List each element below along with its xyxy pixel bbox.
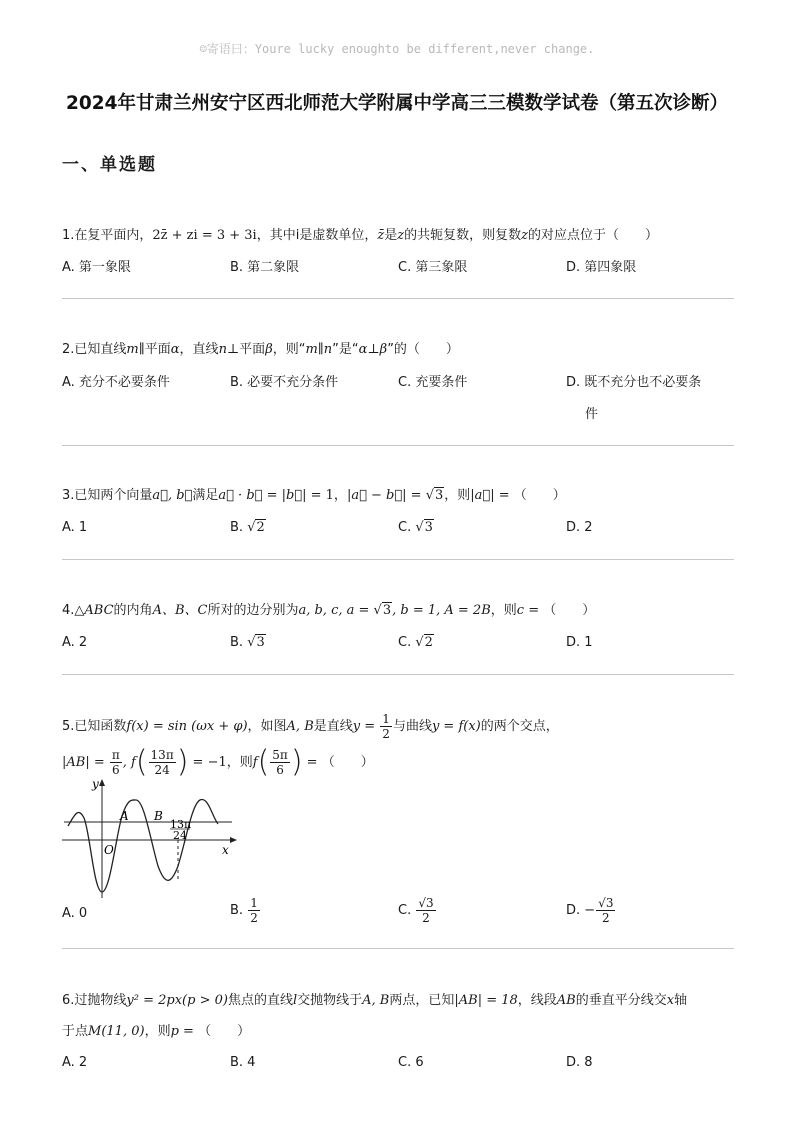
question-3-stem: 3.已知两个向量a⃗, b⃗满足a⃗ · b⃗ = |b⃗| = 1，|a⃗ − b⃗| = √3，则|a⃗| = （ ） (62, 488, 566, 503)
question-4-option-d: D. 1 (566, 635, 593, 650)
divider (62, 298, 734, 299)
question-6-option-a: A. 2 (62, 1055, 88, 1070)
question-2-option-a: A. 充分不必要条件 (62, 375, 170, 390)
y-axis-label: y (92, 777, 99, 791)
y-axis-arrow-icon (99, 779, 105, 786)
sine-graph (62, 776, 242, 900)
question-1-option-a: A. 第一象限 (62, 260, 131, 275)
section-heading: 一、单选题 (62, 155, 157, 175)
x-axis-arrow-icon (230, 837, 237, 843)
question-2-stem: 2.已知直线m∥平面α，直线n⊥平面β，则“m∥n”是“α⊥β”的（ ） (62, 342, 459, 357)
question-2-option-d-continued: 件 (585, 407, 599, 422)
question-1-option-b: B. 第二象限 (230, 260, 300, 275)
origin-label: O (104, 843, 114, 857)
question-1-stem: 1.在复平面内，2z̄ + zi = 3 + 3i，其中i是虚数单位，z̄是z的共轭复数，则复数z的对应点位于（ ） (62, 228, 658, 243)
question-4-option-a: A. 2 (62, 635, 88, 650)
question-4-option-b: B. √3 (230, 635, 265, 650)
question-3-option-c: C. √3 (398, 520, 433, 535)
x-axis-label: x (222, 843, 229, 857)
question-6-option-b: B. 4 (230, 1055, 256, 1070)
question-1-option-d: D. 第四象限 (566, 260, 637, 275)
divider (62, 559, 734, 560)
divider (62, 445, 734, 446)
point-b-label: B (154, 809, 163, 823)
question-5-option-b: B. $\frac{1}{2}$ (230, 896, 258, 925)
point-a-label: A (120, 809, 129, 823)
question-3-option-b: B. √2 (230, 520, 265, 535)
question-2-option-b: B. 必要不充分条件 (230, 375, 339, 390)
question-6-stem-line-2: 于点M(11, 0)，则p = （ ） (62, 1024, 251, 1039)
question-4-stem: 4.△ABC的内角A、B、C所对的边分别为a, b, c, a = √3, b = 1, A = 2B，则c = （ ） (62, 603, 596, 618)
question-1-option-c: C. 第三象限 (398, 260, 468, 275)
question-2-option-d: D. 既不充分也不必要条 (566, 375, 702, 390)
divider (62, 674, 734, 675)
page-title: 2024年甘肃兰州安宁区西北师范大学附属中学高三三模数学试卷（第五次诊断） (66, 93, 728, 114)
question-3-option-a: A. 1 (62, 520, 88, 535)
question-5-stem-line-1: 5.已知函数f(x) = sin (ωx + φ)，如图A, B是直线y = $\frac{1}{2}$ 与曲线y = f(x)的两个交点， (62, 712, 559, 741)
question-5-option-c: C. $\frac{√3}{2}$ (398, 896, 434, 925)
question-6-option-d: D. 8 (566, 1055, 593, 1070)
divider (62, 948, 734, 949)
question-6-stem-line-1: 6.过抛物线y² = 2px(p > 0)焦点的直线l交抛物线于A, B两点，已知|AB| = 18，线段AB的垂直平分线交x轴 (62, 993, 688, 1008)
question-3-option-d: D. 2 (566, 520, 593, 535)
sine-curve (68, 799, 218, 892)
question-4-option-c: C. √2 (398, 635, 433, 650)
question-5-stem-line-2: |AB| = $\frac{\pi}{6}$ , f( $\frac{13\pi}{24}$ ) = −1，则f( $\frac{5\pi}{6}$ ) = （ ） (62, 744, 374, 780)
question-6-option-c: C. 6 (398, 1055, 424, 1070)
motto-header: ☺寄语曰：Youre lucky enoughto be different,never change. (199, 42, 595, 56)
question-5-option-d: D. − $\frac{√3}{2}$ (566, 896, 614, 925)
graph-fraction-denominator: 24 (173, 829, 187, 842)
graph-fraction-numerator: 13π (170, 818, 192, 831)
question-5-option-a: A. 0 (62, 906, 88, 921)
question-2-option-c: C. 充要条件 (398, 375, 468, 390)
